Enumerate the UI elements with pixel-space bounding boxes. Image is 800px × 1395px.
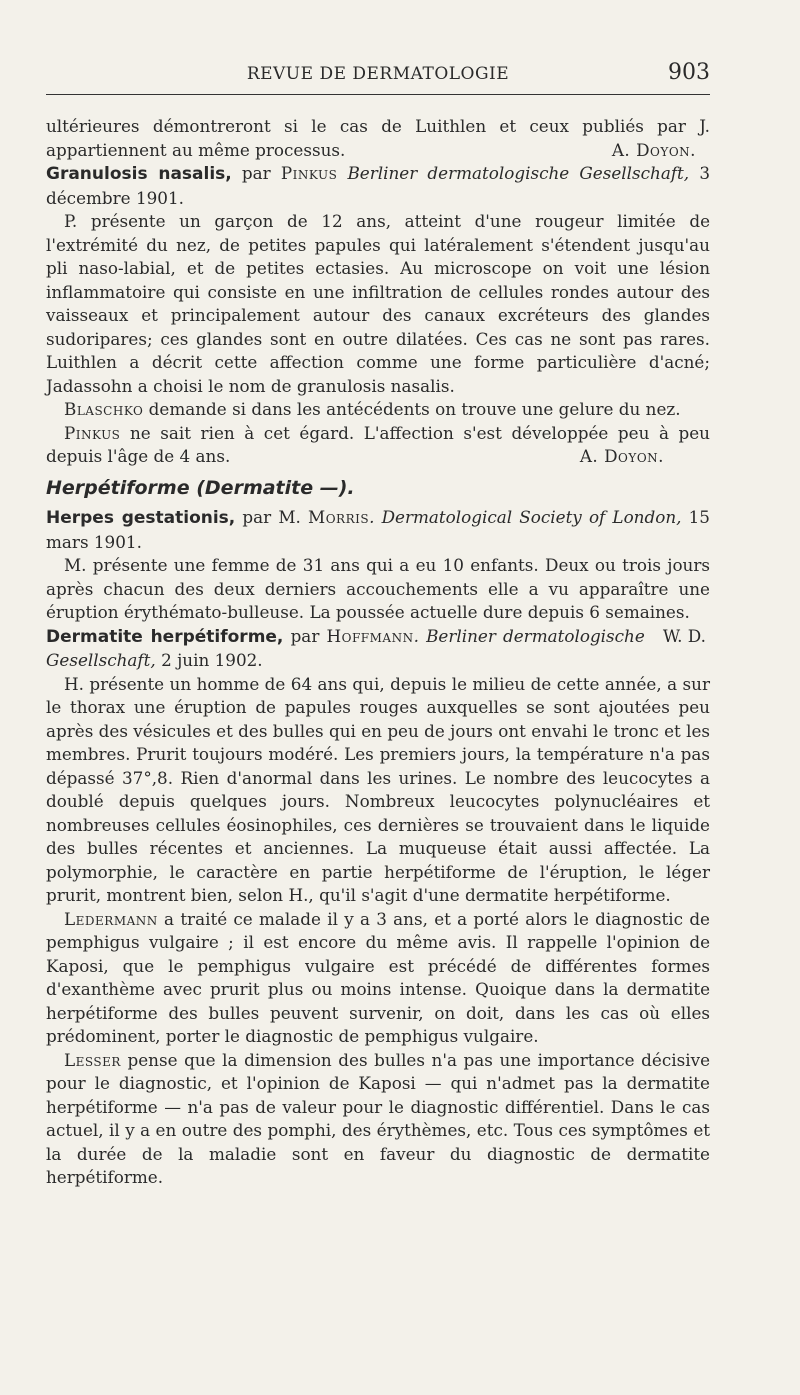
entry-reference: . Dermatological Society of London, xyxy=(369,507,682,527)
entry-date: 3 décembre 1901. xyxy=(46,163,710,208)
entry-date: 15 mars 1901. xyxy=(46,507,710,552)
entry-author: Pinkus xyxy=(280,163,338,183)
paragraph-text: demande si dans les antécédents on trouve une gelure du nez. xyxy=(143,399,681,419)
paragraph-text xyxy=(46,115,710,162)
paragraph xyxy=(46,398,710,422)
person-name: Lesser xyxy=(64,1049,121,1070)
signature: A. Doyon. xyxy=(579,446,664,466)
paragraph-text: M. présente une femme de 31 ans qui a eu 10 enfants. Deux ou trois jours après chacun des deux derniers accouchements elle a vu apparaître une éruption érythémato-bulleuse. La poussée actuelle dure depuis 6 semaines. xyxy=(46,555,710,622)
signature: W. D. xyxy=(662,625,706,646)
paragraph xyxy=(46,422,710,469)
entry-heading xyxy=(46,506,710,554)
person-name: Blaschko xyxy=(64,399,144,419)
entry-author: Morris xyxy=(308,507,370,527)
article-body xyxy=(46,115,710,1190)
entry-heading xyxy=(46,162,710,210)
running-header xyxy=(46,60,710,95)
entry-by: par xyxy=(283,625,327,646)
entry-title: Dermatite herpétiforme, xyxy=(46,626,284,647)
paragraph xyxy=(46,1049,710,1190)
person-name: Ledermann xyxy=(64,908,158,929)
entry-date: 2 juin 1902. xyxy=(155,650,263,670)
entry-reference: . Berliner dermatologische Gesellschaft, xyxy=(46,625,645,670)
signature: A. Doyon. xyxy=(611,139,696,160)
paragraph-text-span: ultérieures démontreront si le cas de Luithlen et ceux publiés par J. appartiennent au même processus. xyxy=(46,116,710,160)
paragraph xyxy=(46,908,710,1049)
entry-by: par xyxy=(231,163,281,183)
paragraph-text: ne sait rien à cet égard. L'affection s'est développée peu à peu depuis l'âge de 4 ans. xyxy=(46,422,710,466)
entry-title: Granulosis nasalis, xyxy=(46,164,232,184)
section-heading: Herpétiforme (Dermatite —). xyxy=(46,476,355,499)
person-name: Pinkus xyxy=(64,422,121,443)
paragraph xyxy=(46,115,710,162)
entry-heading xyxy=(46,625,710,673)
paragraph-text: a traité ce malade il y a 3 ans, et a porté alors le diagnostic de pemphigus vulgaire ; il est encore du même avis. Il rappelle l'opinion de Kaposi, que le pemphigus vulgaire est précédé de différentes formes d'exanthème avec prurit plus ou moins intense. Quoique dans la dermatite herpétiforme des bulles peuvent survenir, on doit, dans les cas où elles prédominent, porter le diagnostic de pemphigus vulgaire. xyxy=(46,908,710,1046)
journal-title: REVUE DE DERMATOLOGIE xyxy=(246,64,510,84)
page xyxy=(46,60,710,1190)
entry-author: Hoffmann xyxy=(326,625,414,646)
paragraph: P. présente un garçon de 12 ans, atteint d'une rougeur limitée de l'extrémité du nez, de petites papules qui latéralement s'étendent jusqu'au pli naso-labial, et de petites ectasies. Au microscope on voit une lésion inflammatoire qui consiste en une infiltration de cellules rondes autour des vaisseaux et principalement autour des canaux excréteurs des glandes sudoripares; ces glandes sont en outre dilatées. Ces cas ne sont pas rares. Luithlen a décrit cette affection comme une forme particulière d'acné; Jadassohn a choisi le nom de granulosis nasalis. xyxy=(46,211,710,396)
paragraph-text: pense que la dimension des bulles n'a pas une importance décisive pour le diagnostic, et l'opinion de Kaposi — qui n'admet pas la dermatite herpétiforme — n'a pas de valeur pour le diagnostic différentiel. Dans le cas actuel, il y a en outre des pomphi, des érythèmes, etc. Tous ces symptômes et la durée de la maladie sont en faveur du diagnostic de dermatite herpétiforme. xyxy=(46,1049,710,1187)
page-number: 903 xyxy=(668,60,710,85)
entry-reference: Berliner dermatologische Gesellschaft, xyxy=(337,163,690,183)
entry-by: par M. xyxy=(235,507,309,527)
entry-title: Herpes gestationis, xyxy=(46,508,236,528)
paragraph: H. présente un homme de 64 ans qui, depuis le milieu de cette année, a sur le thorax une éruption de papules rouges auxquelles se sont ajoutées peu après des vésicules et des bulles qui en peu de jours ont envahi le tronc et les membres. Prurit toujours modéré. Les premiers jours, la température n'a pas dépassé 37°,8. Rien d'anormal dans les urines. Le nombre des leucocytes a doublé depuis quelques jours. Nombreux leucocytes polynucléaires et nombreuses cellules éosinophiles, ces dernières se trouvaient dans le liquide des bulles récentes et anciennes. La muqueuse était aussi affectée. La polymorphie, le caractère en partie herpétiforme de l'éruption, le léger prurit, montrent bien, selon H., qu'il s'agit d'une dermatite herpétiforme. xyxy=(46,673,710,905)
